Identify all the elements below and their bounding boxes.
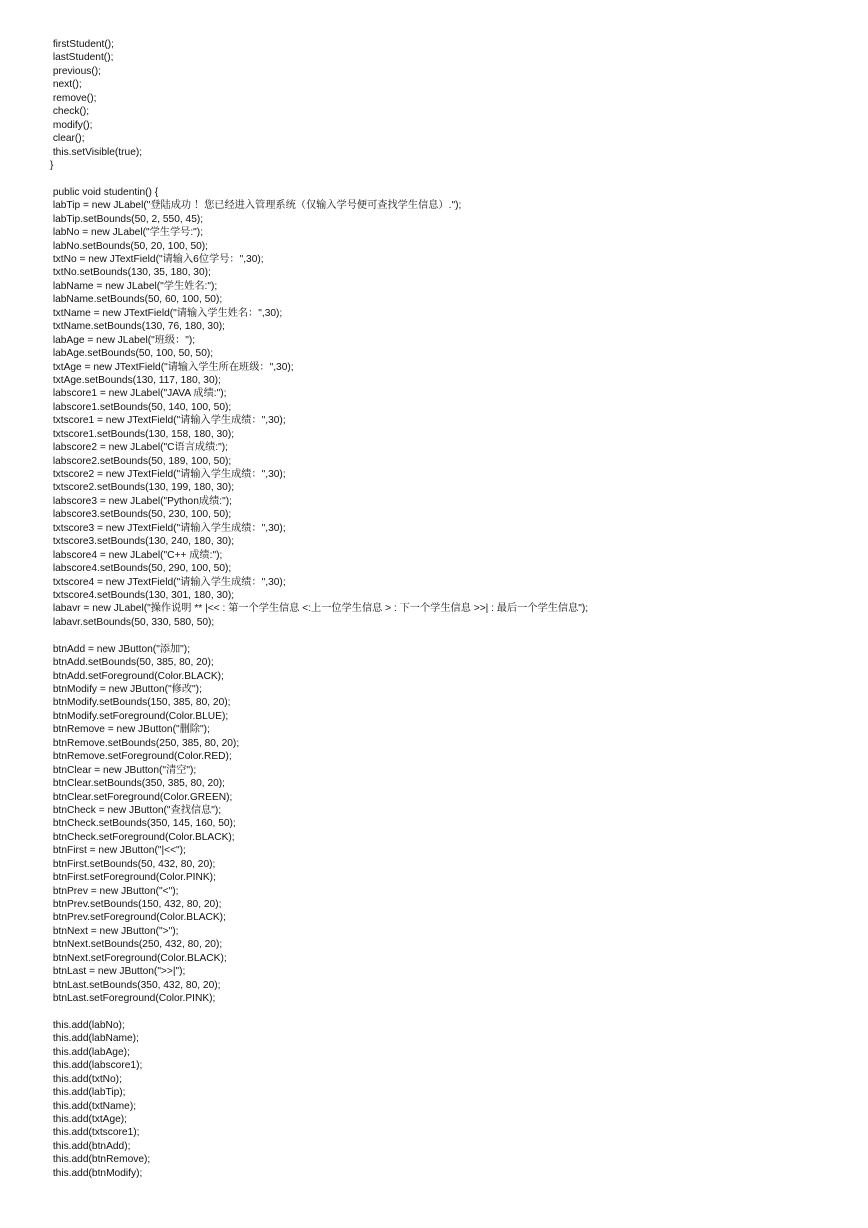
code-line: txtscore2 = new JTextField("请输入学生成绩：",30); [50, 469, 286, 480]
code-line: btnModify.setBounds(150, 385, 80, 20); [50, 697, 231, 709]
code-line: txtscore3 = new JTextField("请输入学生成绩：",30); [50, 522, 286, 534]
code-line: public void studentin() { [50, 186, 159, 198]
code-line: btnRemove.setForeground(Color.RED); [50, 751, 232, 763]
code-line: labName = new JLabel("学生姓名:"); [50, 280, 218, 292]
code-line: txtscore3.setBounds(130, 240, 180, 30); [50, 536, 235, 548]
code-line: btnFirst.setForeground(Color.PINK); [50, 872, 216, 884]
code-line: txtscore2.setBounds(130, 199, 180, 30); [50, 482, 235, 494]
code-line: btnLast.setBounds(350, 432, 80, 20); [50, 979, 221, 991]
code-line: btnNext.setForeground(Color.BLACK); [50, 952, 227, 964]
code-line: btnAdd.setBounds(50, 385, 80, 20); [50, 657, 214, 669]
code-line: btnAdd = new JButton("添加"); [50, 643, 191, 655]
code-line: txtName = new JTextField("请输入学生姓名：",30); [50, 307, 283, 319]
code-line: this.setVisible(true); [50, 146, 143, 158]
code-line: txtscore1.setBounds(130, 158, 180, 30); [50, 428, 235, 440]
code-line: this.add(btnRemove); [50, 1154, 151, 1166]
code-line: previous(); [50, 65, 101, 77]
code-line: btnPrev.setBounds(150, 432, 80, 20); [50, 899, 222, 910]
code-line: labAge.setBounds(50, 100, 50, 50); [50, 348, 214, 360]
code-line: labscore3 = new JLabel("Python成绩:"); [50, 495, 232, 507]
code-line: labTip = new JLabel("登陆成功 ！您已经进入管理系统（仅输入学号便可查找学生信息）."); [50, 200, 462, 212]
code-line: btnAdd.setForeground(Color.BLACK); [50, 670, 224, 682]
code-line: btnClear = new JButton("清空"); [50, 764, 197, 776]
blank-line [50, 172, 588, 185]
code-line: btnNext = new JButton(">"); [50, 925, 179, 937]
code-line: remove(); [50, 92, 97, 104]
code-line: this.add(txtAge); [50, 1114, 128, 1125]
code-line: this.add(labNo); [50, 1019, 125, 1031]
code-line: this.add(labscore1); [50, 1060, 143, 1072]
code-line: firstStudent(); [50, 39, 114, 50]
code-line: next(); [50, 79, 82, 91]
code-line: btnCheck.setForeground(Color.BLACK); [50, 831, 235, 843]
code-line: txtscore4 = new JTextField("请输入学生成绩：",30); [50, 576, 286, 588]
code-line: labNo.setBounds(50, 20, 100, 50); [50, 240, 209, 252]
code-line: btnClear.setBounds(350, 385, 80, 20); [50, 778, 226, 790]
code-line: btnFirst.setBounds(50, 432, 80, 20); [50, 858, 216, 870]
code-line: labscore2.setBounds(50, 189, 100, 50); [50, 455, 232, 467]
code-line: btnCheck = new JButton("查找信息"); [50, 804, 222, 816]
code-line: txtscore1 = new JTextField("请输入学生成绩：",30); [50, 415, 286, 427]
code-line: btnLast = new JButton(">>|"); [50, 966, 186, 978]
code-line: btnFirst = new JButton("|<<"); [50, 845, 186, 857]
code-line: labavr.setBounds(50, 330, 580, 50); [50, 616, 215, 628]
code-line: btnRemove.setBounds(250, 385, 80, 20); [50, 737, 240, 749]
code-line: this.add(txtName); [50, 1100, 137, 1112]
source-code-listing [50, 38, 588, 1180]
code-line: labscore3.setBounds(50, 230, 100, 50); [50, 509, 232, 521]
code-line: this.add(labName); [50, 1033, 139, 1045]
code-line: labscore4 = new JLabel("C++ 成绩:"); [50, 549, 223, 561]
code-line: labTip.setBounds(50, 2, 550, 45); [50, 213, 204, 225]
code-line: labscore2 = new JLabel("C语言成绩:"); [50, 442, 228, 454]
code-line: labscore1.setBounds(50, 140, 100, 50); [50, 401, 232, 413]
code-line: } [50, 159, 54, 171]
code-line: this.add(labAge); [50, 1046, 130, 1058]
code-line: btnPrev.setForeground(Color.BLACK); [50, 912, 226, 924]
code-line: labName.setBounds(50, 60, 100, 50); [50, 294, 223, 306]
code-line: labscore4.setBounds(50, 290, 100, 50); [50, 563, 232, 575]
code-line: btnCheck.setBounds(350, 145, 160, 50); [50, 818, 236, 830]
code-line: txtNo.setBounds(130, 35, 180, 30); [50, 267, 211, 279]
code-line: labavr = new JLabel("操作说明 ** |<< : 第一个学生信息 <:上一位学生信息 > : 下一个学生信息 >>| : 最后一个学生信息"); [50, 603, 589, 615]
code-line: txtAge = new JTextField("请输入学生所在班级：",30); [50, 361, 294, 373]
code-line: labAge = new JLabel("班级："); [50, 334, 196, 346]
code-line: btnPrev = new JButton("<"); [50, 885, 179, 897]
code-line: txtAge.setBounds(130, 117, 180, 30); [50, 374, 221, 386]
code-line: btnNext.setBounds(250, 432, 80, 20); [50, 939, 223, 951]
code-line: labNo = new JLabel("学生学号:"); [50, 227, 204, 239]
code-line: this.add(btnModify); [50, 1167, 143, 1179]
code-line: this.add(btnAdd); [50, 1140, 131, 1152]
code-line: btnModify.setForeground(Color.BLUE); [50, 710, 229, 722]
code-line: labscore1 = new JLabel("JAVA 成绩:"); [50, 388, 227, 400]
code-line: txtName.setBounds(130, 76, 180, 30); [50, 321, 225, 333]
code-line: this.add(txtscore1); [50, 1127, 140, 1139]
blank-line [50, 629, 588, 642]
code-line: clear(); [50, 133, 85, 145]
code-line: btnRemove = new JButton("删除"); [50, 724, 210, 736]
code-line: lastStudent(); [50, 52, 114, 64]
blank-line [50, 1006, 588, 1019]
code-line: this.add(labTip); [50, 1087, 126, 1099]
code-line: txtNo = new JTextField("请输入6位学号：",30); [50, 254, 264, 265]
code-line: btnClear.setForeground(Color.GREEN); [50, 791, 233, 803]
code-line: modify(); [50, 119, 93, 131]
code-line: btnModify = new JButton("修改"); [50, 684, 202, 695]
code-line: txtscore4.setBounds(130, 301, 180, 30); [50, 589, 235, 601]
code-line: btnLast.setForeground(Color.PINK); [50, 993, 216, 1005]
code-line: this.add(txtNo); [50, 1073, 122, 1085]
code-line: check(); [50, 106, 90, 118]
